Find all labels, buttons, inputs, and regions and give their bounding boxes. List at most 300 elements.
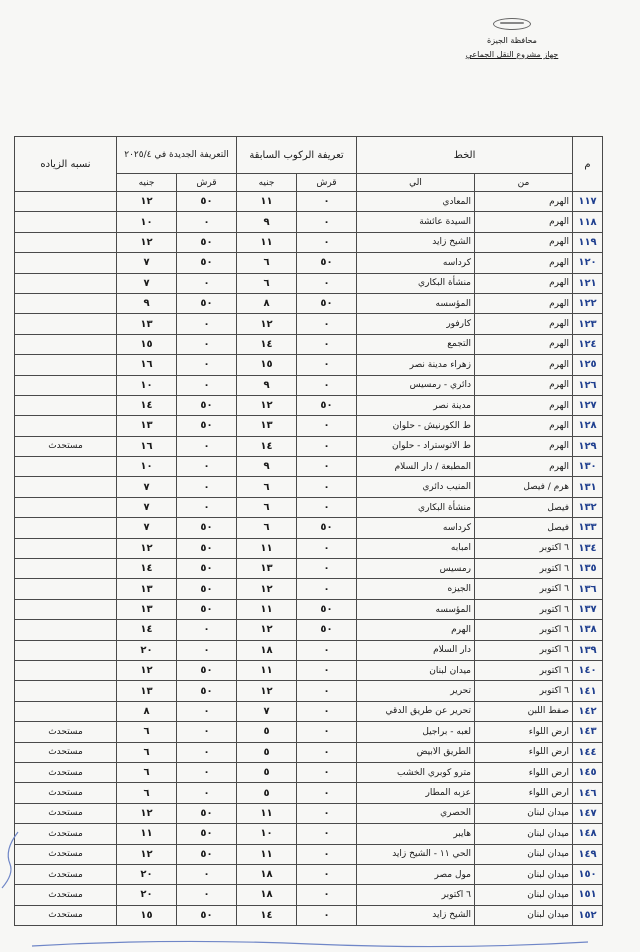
row-number: ١٣١	[573, 477, 603, 497]
old-fare-piaster: ٠	[297, 334, 357, 354]
increase-note: مستحدث	[15, 905, 117, 925]
new-fare-pound: ٢٠	[117, 885, 177, 905]
table-row	[15, 579, 603, 599]
route-from: الهرم	[475, 212, 573, 232]
route-to: ميدان لبنان	[357, 660, 475, 680]
table-row	[15, 538, 603, 558]
route-from: ٦ اكتوبر	[475, 681, 573, 701]
increase-note	[15, 620, 117, 640]
route-from: الهرم	[475, 314, 573, 334]
new-fare-piaster: ٠	[177, 212, 237, 232]
new-fare-pound: ٧	[117, 477, 177, 497]
new-fare-pound: ٦	[117, 722, 177, 742]
route-from: الهرم	[475, 192, 573, 212]
new-fare-piaster: ٠	[177, 762, 237, 782]
route-from: الهرم	[475, 273, 573, 293]
old-fare-piaster: ٠	[297, 192, 357, 212]
old-fare-pound: ١٠	[237, 824, 297, 844]
route-to: الطريق الابيض	[357, 742, 475, 762]
table-row	[15, 334, 603, 354]
route-to: ط الاتوستراد - حلوان	[357, 436, 475, 456]
increase-note	[15, 212, 117, 232]
old-fare-pound: ٥	[237, 742, 297, 762]
table-row	[15, 783, 603, 803]
old-fare-piaster: ٠	[297, 232, 357, 252]
route-to: لعبه - براجيل	[357, 722, 475, 742]
row-number: ١٣٠	[573, 457, 603, 477]
increase-note	[15, 395, 117, 415]
new-fare-pound: ١٦	[117, 355, 177, 375]
old-fare-piaster: ٠	[297, 885, 357, 905]
old-fare-piaster: ٠	[297, 905, 357, 925]
new-fare-piaster: ٠	[177, 885, 237, 905]
table-row	[15, 559, 603, 579]
old-fare-pound: ١١	[237, 232, 297, 252]
route-from: ٦ اكتوبر	[475, 599, 573, 619]
new-fare-piaster: ٥٠	[177, 824, 237, 844]
route-to: عزبه المطار	[357, 783, 475, 803]
new-fare-piaster: ٠	[177, 864, 237, 884]
row-number: ١٣٢	[573, 497, 603, 517]
route-from: ارض اللواء	[475, 742, 573, 762]
route-from: الهرم	[475, 232, 573, 252]
new-fare-pound: ٦	[117, 762, 177, 782]
route-to: تحرير	[357, 681, 475, 701]
route-from: فيصل	[475, 497, 573, 517]
new-fare-pound: ٢٠	[117, 640, 177, 660]
table-row	[15, 273, 603, 293]
new-fare-pound: ١٣	[117, 681, 177, 701]
increase-note	[15, 355, 117, 375]
old-fare-pound: ١١	[237, 803, 297, 823]
route-to: المعادي	[357, 192, 475, 212]
old-fare-pound: ١١	[237, 844, 297, 864]
route-to: الشيخ زايد	[357, 232, 475, 252]
increase-note	[15, 599, 117, 619]
new-fare-piaster: ٥٠	[177, 803, 237, 823]
increase-note	[15, 293, 117, 313]
new-fare-pound: ١٣	[117, 314, 177, 334]
row-number: ١٢٤	[573, 334, 603, 354]
new-fare-piaster: ٠	[177, 334, 237, 354]
increase-note	[15, 701, 117, 721]
fare-table	[14, 136, 603, 926]
increase-note	[15, 477, 117, 497]
col-header-old-fare: تعريفة الركوب السابقة	[237, 137, 357, 174]
route-from: الهرم	[475, 253, 573, 273]
table-row	[15, 620, 603, 640]
old-fare-piaster: ٠	[297, 375, 357, 395]
row-number: ١٤٤	[573, 742, 603, 762]
new-fare-pound: ١٠	[117, 375, 177, 395]
old-fare-pound: ١١	[237, 192, 297, 212]
header-line-governorate: محافظة الجيزة	[487, 36, 537, 45]
old-fare-piaster: ٥٠	[297, 599, 357, 619]
new-fare-pound: ١٥	[117, 905, 177, 925]
new-fare-piaster: ٠	[177, 722, 237, 742]
route-to: ط الكورنيش - حلوان	[357, 416, 475, 436]
old-fare-piaster: ٠	[297, 212, 357, 232]
new-fare-piaster: ٠	[177, 620, 237, 640]
old-fare-piaster: ٠	[297, 701, 357, 721]
increase-note: مستحدث	[15, 436, 117, 456]
row-number: ١٢٨	[573, 416, 603, 436]
new-fare-piaster: ٠	[177, 273, 237, 293]
new-fare-piaster: ٥٠	[177, 232, 237, 252]
new-fare-pound: ٩	[117, 293, 177, 313]
new-fare-pound: ٦	[117, 742, 177, 762]
route-from: ميدان لبنان	[475, 864, 573, 884]
row-number: ١٣٦	[573, 579, 603, 599]
row-number: ١٥٢	[573, 905, 603, 925]
emblem-icon	[493, 18, 531, 30]
table-row	[15, 701, 603, 721]
new-fare-pound: ١٢	[117, 538, 177, 558]
old-fare-pound: ١٢	[237, 395, 297, 415]
increase-note	[15, 416, 117, 436]
route-from: الهرم	[475, 375, 573, 395]
new-fare-pound: ١٠	[117, 212, 177, 232]
new-fare-pound: ٦	[117, 783, 177, 803]
increase-note	[15, 497, 117, 517]
new-fare-piaster: ٥٠	[177, 518, 237, 538]
old-fare-piaster: ٥٠	[297, 620, 357, 640]
route-from: ارض اللواء	[475, 722, 573, 742]
route-from: ارض اللواء	[475, 762, 573, 782]
route-from: ٦ اكتوبر	[475, 640, 573, 660]
col-header-route: الخط	[357, 137, 573, 174]
table-row	[15, 599, 603, 619]
row-number: ١٤٨	[573, 824, 603, 844]
route-to: المؤسسه	[357, 293, 475, 313]
table-row	[15, 518, 603, 538]
pen-mark-bottom	[30, 936, 590, 952]
new-fare-piaster: ٠	[177, 701, 237, 721]
new-fare-pound: ١٢	[117, 232, 177, 252]
old-fare-piaster: ٥٠	[297, 253, 357, 273]
new-fare-pound: ١٠	[117, 457, 177, 477]
row-number: ١٢٩	[573, 436, 603, 456]
old-fare-piaster: ٥٠	[297, 518, 357, 538]
route-to: المؤسسه	[357, 599, 475, 619]
table-row	[15, 314, 603, 334]
route-from: صفط اللبن	[475, 701, 573, 721]
old-fare-piaster: ٠	[297, 477, 357, 497]
increase-note	[15, 253, 117, 273]
route-to: دائري - رمسيس	[357, 375, 475, 395]
old-fare-piaster: ٠	[297, 579, 357, 599]
row-number: ١٤٩	[573, 844, 603, 864]
route-to: مول مصر	[357, 864, 475, 884]
row-number: ١٤١	[573, 681, 603, 701]
row-number: ١٢٦	[573, 375, 603, 395]
route-to: دار السلام	[357, 640, 475, 660]
increase-note: مستحدث	[15, 844, 117, 864]
increase-note: مستحدث	[15, 885, 117, 905]
increase-note	[15, 681, 117, 701]
table-row	[15, 742, 603, 762]
old-fare-piaster: ٠	[297, 844, 357, 864]
increase-note	[15, 192, 117, 212]
new-fare-piaster: ٥٠	[177, 660, 237, 680]
table-row	[15, 660, 603, 680]
increase-note	[15, 559, 117, 579]
new-fare-piaster: ٥٠	[177, 579, 237, 599]
new-fare-pound: ١٦	[117, 436, 177, 456]
route-to: مدينة نصر	[357, 395, 475, 415]
new-fare-piaster: ٥٠	[177, 192, 237, 212]
old-fare-pound: ٨	[237, 293, 297, 313]
old-fare-pound: ١٢	[237, 681, 297, 701]
route-from: الهرم	[475, 436, 573, 456]
old-fare-pound: ١٣	[237, 559, 297, 579]
route-from: ميدان لبنان	[475, 824, 573, 844]
route-to: كرداسه	[357, 518, 475, 538]
old-fare-piaster: ٠	[297, 436, 357, 456]
route-from: ارض اللواء	[475, 783, 573, 803]
row-number: ١١٩	[573, 232, 603, 252]
old-fare-pound: ٦	[237, 477, 297, 497]
route-to: امبابه	[357, 538, 475, 558]
new-fare-pound: ١٢	[117, 660, 177, 680]
old-fare-pound: ١٨	[237, 640, 297, 660]
increase-note: مستحدث	[15, 803, 117, 823]
new-fare-piaster: ٥٠	[177, 395, 237, 415]
route-to: المطبعة / دار السلام	[357, 457, 475, 477]
old-fare-pound: ٦	[237, 273, 297, 293]
col-header-increase: نسبه الزياده	[15, 137, 117, 192]
row-number: ١٣٩	[573, 640, 603, 660]
table-row	[15, 864, 603, 884]
col-header-new-fare: التعريفة الجديدة في ٢٠٢٥/٤	[117, 137, 237, 174]
new-fare-pound: ١٣	[117, 416, 177, 436]
route-to: الشيخ زايد	[357, 905, 475, 925]
route-to: منشأة البكاري	[357, 273, 475, 293]
old-fare-pound: ٦	[237, 253, 297, 273]
old-fare-piaster: ٠	[297, 660, 357, 680]
old-fare-pound: ١١	[237, 660, 297, 680]
route-from: ٦ اكتوبر	[475, 620, 573, 640]
old-fare-pound: ١٣	[237, 416, 297, 436]
old-fare-pound: ١١	[237, 538, 297, 558]
new-fare-pound: ٧	[117, 273, 177, 293]
new-fare-pound: ١١	[117, 824, 177, 844]
route-to: كرداسه	[357, 253, 475, 273]
route-to: المنيب دائري	[357, 477, 475, 497]
old-fare-piaster: ٠	[297, 538, 357, 558]
old-fare-pound: ١٤	[237, 334, 297, 354]
route-from: ميدان لبنان	[475, 844, 573, 864]
new-fare-pound: ١٥	[117, 334, 177, 354]
old-fare-piaster: ٥٠	[297, 395, 357, 415]
route-from: هرم / فيصل	[475, 477, 573, 497]
old-fare-pound: ١٢	[237, 620, 297, 640]
old-fare-pound: ٥	[237, 783, 297, 803]
table-row	[15, 905, 603, 925]
increase-note	[15, 640, 117, 660]
old-fare-piaster: ٥٠	[297, 293, 357, 313]
new-fare-piaster: ٠	[177, 783, 237, 803]
increase-note	[15, 538, 117, 558]
fare-table-body	[15, 192, 603, 926]
table-row	[15, 253, 603, 273]
route-to: تحرير عن طريق الدقي	[357, 701, 475, 721]
old-fare-pound: ٦	[237, 518, 297, 538]
row-number: ١٢٣	[573, 314, 603, 334]
new-fare-piaster: ٥٠	[177, 905, 237, 925]
old-fare-pound: ٩	[237, 212, 297, 232]
table-row	[15, 355, 603, 375]
row-number: ١٣٥	[573, 559, 603, 579]
new-fare-piaster: ٠	[177, 355, 237, 375]
old-fare-pound: ٥	[237, 762, 297, 782]
route-to: الجيزه	[357, 579, 475, 599]
old-fare-piaster: ٠	[297, 824, 357, 844]
old-fare-pound: ١٢	[237, 314, 297, 334]
increase-note	[15, 314, 117, 334]
route-from: الهرم	[475, 334, 573, 354]
col-header-new-pound: جنيه	[117, 174, 177, 192]
increase-note: مستحدث	[15, 783, 117, 803]
new-fare-pound: ٧	[117, 518, 177, 538]
old-fare-piaster: ٠	[297, 314, 357, 334]
row-number: ١٤٥	[573, 762, 603, 782]
route-to: السيدة عائشة	[357, 212, 475, 232]
new-fare-piaster: ٥٠	[177, 599, 237, 619]
old-fare-piaster: ٠	[297, 783, 357, 803]
increase-note: مستحدث	[15, 742, 117, 762]
new-fare-piaster: ٠	[177, 436, 237, 456]
route-from: ميدان لبنان	[475, 803, 573, 823]
route-to: الهرم	[357, 620, 475, 640]
table-row	[15, 824, 603, 844]
route-from: الهرم	[475, 293, 573, 313]
new-fare-pound: ١٤	[117, 395, 177, 415]
increase-note	[15, 375, 117, 395]
table-row	[15, 457, 603, 477]
new-fare-piaster: ٠	[177, 457, 237, 477]
table-row	[15, 436, 603, 456]
increase-note	[15, 232, 117, 252]
old-fare-piaster: ٠	[297, 640, 357, 660]
old-fare-pound: ١١	[237, 599, 297, 619]
old-fare-pound: ١٨	[237, 885, 297, 905]
old-fare-piaster: ٠	[297, 559, 357, 579]
table-row	[15, 395, 603, 415]
table-row	[15, 192, 603, 212]
row-number: ١٥١	[573, 885, 603, 905]
table-row	[15, 212, 603, 232]
row-number: ١١٧	[573, 192, 603, 212]
increase-note	[15, 579, 117, 599]
table-row	[15, 803, 603, 823]
new-fare-piaster: ٥٠	[177, 416, 237, 436]
old-fare-pound: ٩	[237, 375, 297, 395]
new-fare-pound: ٨	[117, 701, 177, 721]
col-header-old-pound: جنيه	[237, 174, 297, 192]
table-row	[15, 293, 603, 313]
route-to: كارفور	[357, 314, 475, 334]
old-fare-pound: ١٤	[237, 905, 297, 925]
row-number: ١١٨	[573, 212, 603, 232]
new-fare-piaster: ٠	[177, 497, 237, 517]
route-to: ٦ اكتوبر	[357, 885, 475, 905]
route-from: ميدان لبنان	[475, 905, 573, 925]
old-fare-pound: ١٨	[237, 864, 297, 884]
table-row	[15, 232, 603, 252]
new-fare-pound: ١٢	[117, 192, 177, 212]
new-fare-pound: ٧	[117, 253, 177, 273]
header-line-authority: جهاز مشروع النقل الجماعي	[465, 50, 559, 59]
route-to: التجمع	[357, 334, 475, 354]
route-to: منشأة البكاري	[357, 497, 475, 517]
old-fare-pound: ١٢	[237, 579, 297, 599]
new-fare-piaster: ٠	[177, 477, 237, 497]
new-fare-pound: ١٢	[117, 803, 177, 823]
row-number: ١٣٤	[573, 538, 603, 558]
row-number: ١٤٦	[573, 783, 603, 803]
old-fare-pound: ١٥	[237, 355, 297, 375]
row-number: ١٤٧	[573, 803, 603, 823]
old-fare-pound: ٧	[237, 701, 297, 721]
increase-note	[15, 273, 117, 293]
increase-note	[15, 518, 117, 538]
table-row	[15, 762, 603, 782]
table-row	[15, 640, 603, 660]
route-to: الحي ١١ - الشيخ زايد	[357, 844, 475, 864]
increase-note	[15, 660, 117, 680]
row-number: ١٢٧	[573, 395, 603, 415]
row-number: ١٤٣	[573, 722, 603, 742]
route-from: ٦ اكتوبر	[475, 579, 573, 599]
increase-note: مستحدث	[15, 824, 117, 844]
route-from: ميدان لبنان	[475, 885, 573, 905]
new-fare-piaster: ٠	[177, 640, 237, 660]
route-from: الهرم	[475, 395, 573, 415]
old-fare-piaster: ٠	[297, 355, 357, 375]
table-row	[15, 477, 603, 497]
row-number: ١٢١	[573, 273, 603, 293]
new-fare-piaster: ٥٠	[177, 844, 237, 864]
row-number: ١٤٢	[573, 701, 603, 721]
increase-note	[15, 334, 117, 354]
new-fare-pound: ١٢	[117, 844, 177, 864]
document-header	[442, 18, 582, 62]
increase-note: مستحدث	[15, 864, 117, 884]
new-fare-piaster: ٠	[177, 314, 237, 334]
route-to: رمسيس	[357, 559, 475, 579]
old-fare-piaster: ٠	[297, 803, 357, 823]
increase-note: مستحدث	[15, 762, 117, 782]
old-fare-pound: ١٤	[237, 436, 297, 456]
new-fare-pound: ١٤	[117, 559, 177, 579]
old-fare-piaster: ٠	[297, 273, 357, 293]
new-fare-pound: ٧	[117, 497, 177, 517]
col-header-no: م	[573, 137, 603, 192]
route-from: ٦ اكتوبر	[475, 559, 573, 579]
route-from: فيصل	[475, 518, 573, 538]
new-fare-piaster: ٥٠	[177, 253, 237, 273]
increase-note	[15, 457, 117, 477]
new-fare-pound: ٢٠	[117, 864, 177, 884]
route-from: الهرم	[475, 457, 573, 477]
old-fare-piaster: ٠	[297, 722, 357, 742]
new-fare-pound: ١٣	[117, 599, 177, 619]
new-fare-piaster: ٠	[177, 375, 237, 395]
header-row-top	[15, 137, 603, 174]
old-fare-pound: ٥	[237, 722, 297, 742]
table-row	[15, 722, 603, 742]
